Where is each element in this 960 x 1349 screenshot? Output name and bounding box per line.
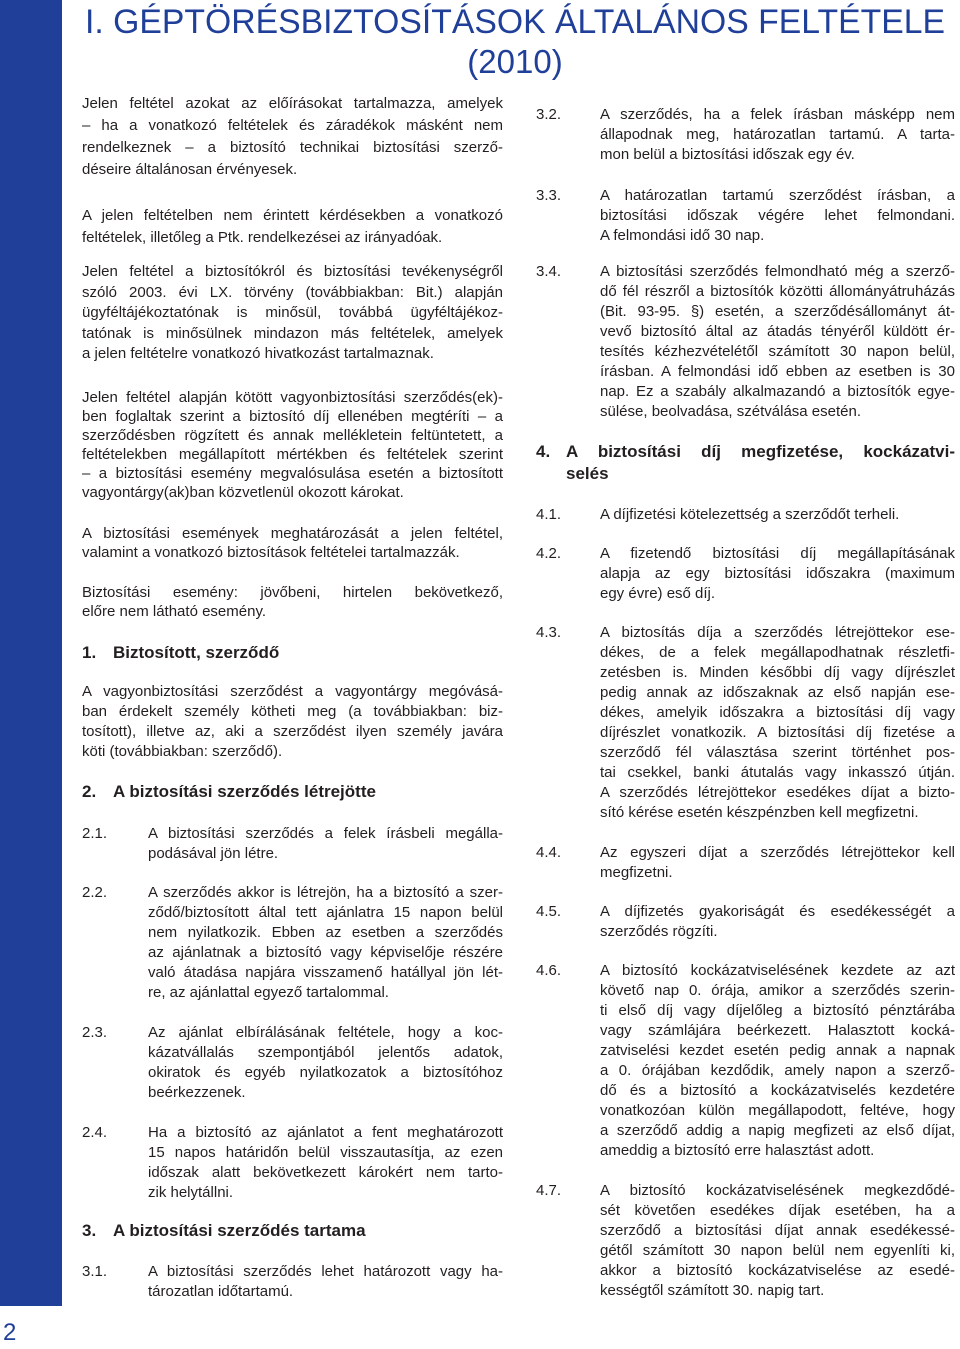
clause-text — [600, 105, 955, 165]
text-line — [600, 981, 955, 1001]
text-line — [148, 1183, 503, 1203]
text-line — [600, 302, 955, 322]
text-line — [82, 303, 503, 324]
text-line — [600, 1261, 955, 1281]
text-line-content: Biztosítási esemény: jövőbeni, hirtelen bekövetkező, — [82, 584, 503, 601]
intro-paragraph — [82, 262, 503, 365]
text-line — [600, 382, 955, 402]
text-line-content: vonatkozóan külön megállapodott, feltéve, hogy — [600, 1102, 955, 1119]
text-line-content: pedig annak az időszaknak az első napján ese- — [600, 684, 955, 701]
text-line — [82, 524, 503, 543]
text-line-content: A szerződés létrejöttekor esedékes díjat a bizto- — [600, 784, 955, 801]
section-3-heading — [82, 1220, 503, 1242]
text-line-content: A biztosítási díj megfizetése, kockázatvi- — [566, 442, 955, 461]
text-line — [600, 145, 955, 165]
clause-3-1 — [82, 1262, 503, 1302]
text-line — [600, 763, 955, 783]
text-line — [600, 961, 955, 981]
clause-number: 4.3. — [536, 624, 562, 641]
text-line-content: Ha a biztosító az ajánlatot a fent meghatározott — [148, 1124, 503, 1141]
text-line — [600, 623, 955, 643]
text-line — [148, 1282, 503, 1302]
clause-number: 2.2. — [82, 884, 108, 901]
section-2-heading — [82, 781, 503, 803]
section-title: A biztosítási szerződés tartama — [113, 1221, 366, 1240]
text-line — [148, 983, 503, 1003]
text-line — [82, 682, 503, 702]
text-line-content: való átadása napjára visszamenő hatállyal jön lét- — [148, 964, 503, 981]
text-line — [600, 544, 955, 564]
clause-2-3 — [82, 1023, 503, 1103]
intro-paragraph — [82, 205, 503, 249]
text-line — [600, 643, 955, 663]
clause-4-1 — [536, 505, 955, 525]
text-line-content: A biztosítási szerződés lehet határozott vagy ha- — [148, 1263, 503, 1280]
text-line-content: A biztosító kockázatviselésének megkezdődé- — [600, 1182, 955, 1199]
text-line-content: Jelen feltétel alapján kötött vagyonbiztosítási szerződés(ek)- — [82, 389, 503, 406]
text-line-content: Az ajánlat elbírálásának feltétele, hogy a koc- — [148, 1024, 503, 1041]
clause-number: 3.2. — [536, 106, 562, 123]
clause-text — [600, 505, 955, 525]
text-line-content: ti első díj vagy díjelőleg a biztosító pénztárába — [600, 1002, 955, 1019]
text-line — [82, 445, 503, 464]
text-line — [148, 844, 503, 864]
text-line — [148, 943, 503, 963]
section-number: 2. — [82, 782, 97, 801]
text-line-content: vagyontárgy(ak)ban közvetlenül okozott károkat. — [82, 484, 404, 501]
clause-text — [600, 961, 955, 1161]
text-line — [600, 1241, 955, 1261]
text-line-content: podásával jön létre. — [148, 845, 279, 862]
text-line-content: okiratok és egyéb nyilatkozatok a biztosítóhoz — [148, 1064, 503, 1081]
clause-text — [148, 883, 503, 1003]
clause-3-4 — [536, 262, 955, 422]
text-line-content: nap. Ez a szabály alkalmazandó a biztosítók egye- — [600, 383, 955, 400]
text-line-content: ban érdekelt személy kötheti meg (a továbbiakban: biz- — [82, 703, 503, 720]
text-line-content: szerződő fél választása szerint történhet pos- — [600, 744, 955, 761]
text-line — [148, 923, 503, 943]
text-line — [148, 1023, 503, 1043]
clause-number: 4.4. — [536, 844, 562, 861]
text-line — [600, 1181, 955, 1201]
text-line — [148, 1043, 503, 1063]
text-line-content: A biztosítási szerződés a felek írásbeli megálla- — [148, 825, 503, 842]
text-line-content: A biztosító kockázatviselésének kezdete az azt — [600, 962, 955, 979]
text-line-content: A szerződés, ha a felek írásban másképp nem — [600, 106, 955, 123]
text-line — [600, 663, 955, 683]
text-line — [600, 206, 955, 226]
section-1-body — [82, 682, 503, 762]
text-line-content: ben foglaltak szerint a biztosító díj ellenében megtéríti – a — [82, 408, 503, 425]
text-line-content: A biztosítási szerződés felmondható még a szerző- — [600, 263, 955, 280]
clause-text — [600, 186, 955, 246]
clause-text — [600, 902, 955, 942]
text-line — [600, 362, 955, 382]
text-line-content: déseire általánosan érvényesek. — [82, 161, 298, 178]
text-line — [82, 388, 503, 407]
text-line-content: követő nap 0. órája, amikor a szerződés szerin- — [600, 982, 955, 999]
text-line-content: biztosítási időszak végére lehet felmondani. — [600, 207, 955, 224]
text-line-content: a 0. órájában kezdődik, amely napon a szerző- — [600, 1062, 955, 1079]
text-line-content: – ha a vonatkozó feltételek és záradékok másként nem — [82, 117, 503, 134]
clause-4-5 — [536, 902, 955, 942]
text-line-content: egy évre) eső díj. — [600, 585, 716, 602]
text-line-content: re, az ajánlattal egyező tartalommal. — [148, 984, 389, 1001]
clause-4-7 — [536, 1181, 955, 1301]
text-line — [600, 1201, 955, 1221]
clause-text — [600, 262, 955, 422]
text-line — [82, 262, 503, 283]
text-line — [566, 441, 955, 463]
text-line-content: ződő/biztosított által tett ajánlatra 15 napon belül — [148, 904, 503, 921]
text-line-content: dő fél részről a biztosítók közötti állományátruházás — [600, 283, 955, 300]
text-line — [148, 903, 503, 923]
clause-number: 4.5. — [536, 903, 562, 920]
text-line-content: állapodnak meg, határozatlan tartamú. A tarta- — [600, 126, 955, 143]
text-line — [82, 702, 503, 722]
text-line-content: gétől számított 30 napon belül nem egyenlíti ki, — [600, 1242, 955, 1259]
clause-4-2 — [536, 544, 955, 604]
text-line — [600, 282, 955, 302]
document-year-text: (2010) — [467, 43, 563, 80]
text-line-content: Jelen feltétel a biztosítókról és biztosítási tevékenységről — [82, 263, 503, 280]
text-line — [148, 1083, 503, 1103]
text-line — [600, 783, 955, 803]
text-line-content: köti (továbbiakban: szerződő). — [82, 743, 283, 760]
clause-text — [148, 1023, 503, 1103]
text-line-content: a szerződő addig a napig megfizeti az első díjat, — [600, 1122, 955, 1139]
text-line — [600, 1221, 955, 1241]
text-line — [600, 125, 955, 145]
clause-number: 2.3. — [82, 1024, 108, 1041]
clause-text — [148, 1123, 503, 1203]
text-line-content: időszak alatt bekövetkezett károkért nem tarto- — [148, 1164, 503, 1181]
text-line — [82, 205, 503, 227]
text-line-content: selés — [566, 464, 609, 483]
clause-number: 4.7. — [536, 1182, 562, 1199]
text-line — [600, 226, 955, 246]
text-line-content: sülése, beolvadása, szétválása esetén. — [600, 403, 861, 420]
text-line — [600, 342, 955, 362]
text-line-content: A szerződés akkor is létrejön, ha a biztosító a szer- — [148, 884, 503, 901]
text-line — [82, 407, 503, 426]
text-line — [148, 883, 503, 903]
clause-4-6 — [536, 961, 955, 1161]
text-line-content: A vagyonbiztosítási szerződést a vagyontárgy megóvásá- — [82, 683, 503, 700]
section-title: A biztosítási szerződés létrejötte — [113, 782, 376, 801]
text-line-content: feltételek, illetőleg a Ptk. rendelkezései az irányadóak. — [82, 229, 443, 246]
clause-text — [148, 1262, 503, 1302]
text-line-content: akkor a biztosító kockázatviselése az esedé- — [600, 1262, 955, 1279]
text-line — [600, 564, 955, 584]
text-line — [82, 464, 503, 483]
text-line-content: alapja az egy biztosítási időszakra (maximum — [600, 565, 955, 582]
text-line-content: kességtől számított 30. napig tart. — [600, 1282, 825, 1299]
text-line — [600, 402, 955, 422]
text-line-content: dékes, de a felek megállapodhatnak részletfi- — [600, 644, 955, 661]
intro-paragraph — [82, 93, 503, 181]
text-line-content: megfizetni. — [600, 864, 673, 881]
text-line — [82, 426, 503, 445]
document-title — [85, 0, 945, 44]
text-line — [148, 1163, 503, 1183]
section-number: 4. — [536, 442, 551, 461]
text-line — [600, 262, 955, 282]
text-line — [82, 543, 503, 562]
text-line-content: feltételekben megállapított mértékben és feltételek szerint — [82, 446, 503, 463]
text-line — [148, 963, 503, 983]
text-line-content: díjrészlet vonatkozik. A biztosítási díj fizetése a — [600, 724, 955, 741]
text-line — [148, 824, 503, 844]
clause-text — [148, 824, 503, 864]
text-line-content: tai csekkel, banki átutalás vagy inkasszó útján. — [600, 764, 955, 781]
text-line-content: ameddig a biztosító erre halasztást adott. — [600, 1142, 875, 1159]
text-line — [600, 1001, 955, 1021]
text-line-content: a jelen feltételre vonatkozó hivatkozást tartalmaznak. — [82, 345, 434, 362]
section-number: 3. — [82, 1221, 97, 1240]
text-line-content: előre nem látható esemény. — [82, 603, 266, 620]
document-year — [85, 42, 945, 82]
clause-text — [600, 623, 955, 823]
text-line-content: (Bit. 93-95. §) esetén, a szerződésállományt át- — [600, 303, 955, 320]
text-line-content: Jelen feltétel azokat az előírásokat tartalmazza, amelyek — [82, 95, 503, 112]
clause-3-2 — [536, 105, 955, 165]
text-line — [566, 463, 955, 485]
text-line-content: szerződő a biztosítási díjat annak esedékessé- — [600, 1222, 955, 1239]
text-line-content: vevő biztosító által az átadás tényéről küldött ér- — [600, 323, 955, 340]
text-line — [82, 583, 503, 602]
text-line — [82, 283, 503, 304]
text-line — [600, 863, 955, 883]
text-line — [600, 743, 955, 763]
text-line — [600, 1141, 955, 1161]
text-line — [148, 1262, 503, 1282]
text-line-content: A fizetendő biztosítási díj megállapításának — [600, 545, 955, 562]
clause-4-4 — [536, 843, 955, 883]
clause-number: 3.3. — [536, 187, 562, 204]
text-line — [600, 584, 955, 604]
text-line — [82, 93, 503, 115]
text-line-content: A felmondási idő 30 nap. — [600, 227, 765, 244]
clause-number: 4.2. — [536, 545, 562, 562]
text-line — [82, 159, 503, 181]
section-title — [566, 441, 955, 485]
text-line — [82, 602, 503, 621]
text-line — [82, 483, 503, 502]
text-line-content: tesítés kézhezvételétől számított 30 napon belül, — [600, 343, 955, 360]
text-line — [600, 902, 955, 922]
text-line-content: A biztosítási események meghatározását a jelen feltétel, — [82, 525, 503, 542]
text-line — [600, 1021, 955, 1041]
section-number: 1. — [82, 643, 97, 662]
text-line-content: tározatlan időtartamú. — [148, 1283, 294, 1300]
text-line-content: zik helytállni. — [148, 1184, 234, 1201]
section-4-heading — [536, 441, 955, 485]
text-line-content: 15 napos határidőn belül visszautasítja, az ezen — [148, 1144, 503, 1161]
text-line-content: tatónak is minősülnek mindazon más feltételek, amelyek — [82, 324, 503, 342]
text-line-content: zatviselési kezdet esetén pedig annak a napnak — [600, 1042, 955, 1059]
text-line-content: A jelen feltételben nem érintett kérdésekben a vonatkozó — [82, 207, 503, 224]
text-line — [148, 1063, 503, 1083]
text-line — [82, 227, 503, 249]
text-line — [600, 1041, 955, 1061]
text-line — [600, 105, 955, 125]
text-line — [600, 803, 955, 823]
text-line — [600, 1101, 955, 1121]
text-line — [600, 703, 955, 723]
text-line — [600, 683, 955, 703]
text-line — [82, 742, 503, 762]
clause-number: 2.4. — [82, 1124, 108, 1141]
clause-2-4 — [82, 1123, 503, 1203]
clause-text — [600, 544, 955, 604]
clause-4-3 — [536, 623, 955, 823]
text-line-content: beérkezzenek. — [148, 1084, 246, 1101]
text-line-content: az ajánlatnak a biztosító vagy képviselője részére — [148, 944, 503, 961]
text-line-content: sító kérése esetén készpénzben kell megfizetni. — [600, 804, 919, 821]
text-line-content: sét követően esedékes díjak esetében, ha a — [600, 1202, 955, 1219]
text-line-content: rendelkeznek – a biztosító technikai biztosítási szerző- — [82, 139, 503, 156]
text-line — [82, 137, 503, 159]
intro-paragraph — [82, 388, 503, 502]
text-line-content: valamint a vonatkozó biztosítások feltételei tartalmazzák. — [82, 544, 460, 561]
text-line-content: írásban. A felmondási idő ebben az esetben is 30 — [600, 363, 955, 380]
text-line-content: zetésben is. Minden későbbi díj vagy díjrészlet — [600, 664, 955, 681]
text-line-content: Az egyszeri díjat a szerződés létrejöttekor kell — [600, 844, 955, 861]
text-line-content: A díjfizetés gyakoriságát és esedékességét a — [600, 903, 955, 920]
accent-side-band — [0, 0, 62, 1306]
text-line — [600, 1121, 955, 1141]
text-line — [600, 505, 955, 525]
text-line-content: kázatvállalás szempontjából jelentős adatok, — [148, 1044, 503, 1061]
clause-number: 2.1. — [82, 825, 108, 842]
text-line-content: A biztosítás díja a szerződés létrejöttekor ese- — [600, 624, 955, 641]
section-title: Biztosított, szerződő — [113, 643, 280, 662]
intro-paragraph — [82, 524, 503, 562]
text-line — [600, 1281, 955, 1301]
text-line-content: tosított), illetve az, aki a szerződést ilyen személy javára — [82, 723, 503, 740]
text-line — [82, 344, 503, 365]
text-line — [600, 1081, 955, 1101]
text-line-content: – a biztosítási esemény megvalósulása esetén a biztosított — [82, 465, 503, 482]
text-line — [148, 1123, 503, 1143]
text-line — [148, 1143, 503, 1163]
text-line — [82, 115, 503, 137]
text-line — [82, 722, 503, 742]
text-line — [600, 322, 955, 342]
clause-number: 3.1. — [82, 1263, 108, 1280]
clause-2-1 — [82, 824, 503, 864]
text-line-content: szerződésben rögzített és annak mellékletein feltüntetett, a — [82, 427, 503, 444]
clause-number: 4.6. — [536, 962, 562, 979]
text-line-content: dékes, amelyik időszakra a biztosítási díj vagy — [600, 704, 955, 721]
text-line-content: mon belül a biztosítási időszak egy év. — [600, 146, 855, 163]
text-line-content: ügyféltájékoztatónak is minősül, továbbá ügyféltájékoz- — [82, 304, 503, 321]
clause-text — [600, 1181, 955, 1301]
text-line — [600, 1061, 955, 1081]
text-line-content: A díjfizetési kötelezettség a szerződőt terheli. — [600, 506, 900, 523]
clause-2-2 — [82, 883, 503, 1003]
clause-3-3 — [536, 186, 955, 246]
text-line — [600, 723, 955, 743]
text-line — [600, 843, 955, 863]
clause-number: 4.1. — [536, 506, 562, 523]
text-line-content: vagy számlájára beérkezett. Halasztott kocká- — [600, 1022, 955, 1039]
clause-text — [600, 843, 955, 883]
definition-paragraph — [82, 583, 503, 621]
text-line — [82, 324, 503, 345]
document-title-text: I. GÉPTÖRÉSBIZTOSÍTÁSOK ÁLTALÁNOS FELTÉTELE — [85, 3, 945, 41]
clause-number: 3.4. — [536, 263, 562, 280]
section-1-heading — [82, 642, 503, 664]
text-line-content: A határozatlan tartamú szerződést írásban, a — [600, 187, 955, 204]
text-line — [600, 922, 955, 942]
text-line-content: szerződés rögzíti. — [600, 923, 718, 940]
text-line — [600, 186, 955, 206]
text-line-content: dő és a biztosító a kockázatviselés kezdetére — [600, 1082, 955, 1099]
page-number: 2 — [3, 1319, 17, 1346]
text-line-content: szóló 2003. évi LX. törvény (továbbiakban: Bit.) alapján — [82, 283, 503, 301]
text-line-content: nem nyilatkozik. Ebben az esetben a szerződés — [148, 924, 503, 941]
